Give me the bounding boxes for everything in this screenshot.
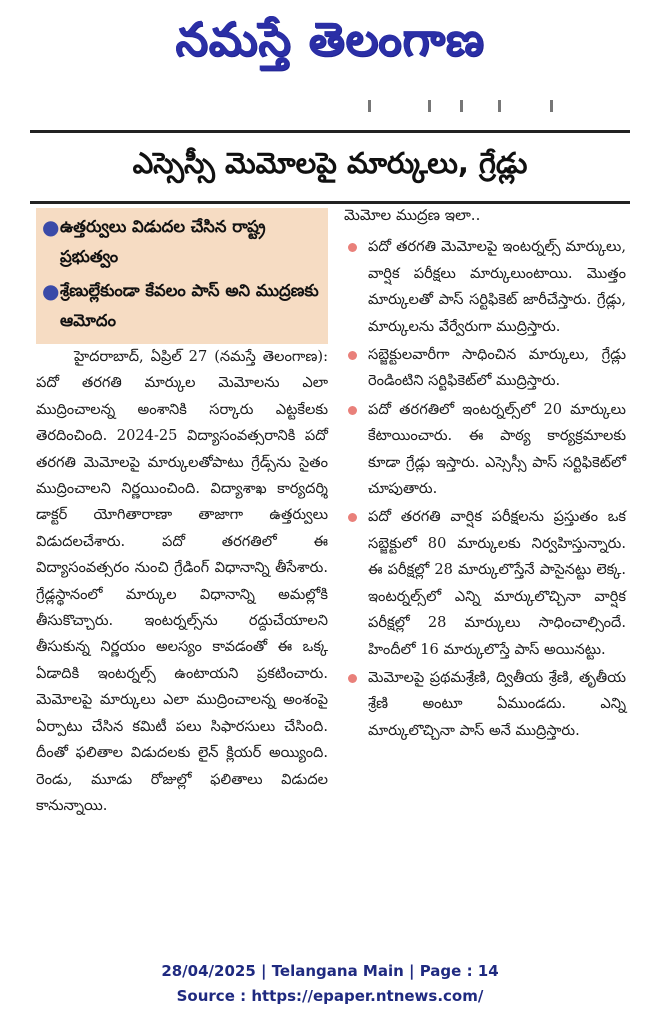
sidebar-point (344, 397, 626, 503)
sidebar-box (344, 202, 626, 746)
article-headline: ఎస్సెస్సీ మెమోలపై మార్కులు, గ్రేడ్లు (132, 146, 528, 180)
text-fragment-mark (428, 100, 431, 112)
subheadline-text: శ్రేణుల్లేకుండా కేవలం పాస్ అని ముద్రణకు ఆమోదం (60, 281, 319, 330)
bullet-icon (348, 243, 357, 252)
article-headline-bar (30, 130, 630, 204)
sidebar-point (344, 665, 626, 744)
footer-source: Source : https://epaper.ntnews.com/ (176, 987, 484, 1005)
article-clipping (30, 92, 630, 950)
masthead (0, 0, 660, 90)
bullet-icon (348, 674, 357, 683)
subheadline-box (36, 208, 328, 344)
text-fragment-mark (368, 100, 371, 112)
bullet-icon (348, 406, 357, 415)
sidebar-point (344, 504, 626, 662)
sidebar-point-text: పదో తరగతి మెమోలపై ఇంటర్నల్స్ మార్కులు, వార్షిక పరీక్షలు మార్కులుంటాయి. మొత్తం మార్కులతో పాస్ సర్టిఫికెట్ జారీచేస్తారు. గ్రేడ్లు, మార్కులను వేర్వేరుగా ముద్రిస్తారు. (368, 238, 626, 335)
text-fragment-mark (550, 100, 553, 112)
bullet-icon (348, 351, 357, 360)
bullet-icon: ● (42, 279, 60, 303)
sidebar-title: మెమోల ముద్రణ ఇలా.. (344, 206, 481, 224)
sidebar-point-text: పదో తరగతి వార్షిక పరీక్షలను ప్రస్తుతం ఒక సబ్జెక్టులో 80 మార్కులకు నిర్వహిస్తున్నారు. ఈ పరీక్షల్లో 28 మార్కులొస్తేనే పాసైనట్టు లెక్క. ఇంటర్నల్స్‌లో ఎన్ని మార్కులొచ్చినా వార్షిక పరీక్షల్లో 28 మార్కులు సాధించాల్సిందే. హిందీలో 16 మార్కులొస్తే పాస్ అయినట్టు. (368, 508, 626, 658)
sidebar-point-text: పదో తరగతిలో ఇంటర్నల్స్‌లో 20 మార్కులు కేటాయించారు. ఈ పాఠ్య కార్యక్రమాలకు కూడా గ్రేడ్లు ఇస్తారు. ఎస్సెస్సీ పాస్ సర్టిఫికెట్‌లో చూపుతారు. (368, 400, 626, 498)
subheadline-text: ఉత్తర్వులు విడుదల చేసిన రాష్ట్ర ప్రభుత్వం (60, 217, 266, 266)
text-fragment-mark (498, 100, 501, 112)
text-fragment-mark (460, 100, 463, 112)
torn-top-edge (30, 92, 630, 120)
sidebar-point (344, 342, 626, 395)
bullet-icon (348, 513, 357, 522)
subheadline-item (42, 212, 322, 272)
sidebar-point-text: మెమోలపై ప్రథమశ్రేణి, ద్వితీయ శ్రేణి, తృతీయ శ్రేణి అంటూ ఏముండదు. ఎన్ని మార్కులొచ్చినా పాస్ అనే ముద్రిస్తారు. (368, 668, 626, 739)
article-body-column (36, 344, 328, 819)
footer-date-page: 28/04/2025 | Telangana Main | Page : 14 (161, 962, 499, 980)
article-body: హైదరాబాద్, ఏప్రిల్ 27 (నమస్తే తెలంగాణ): పదో తరగతి మార్కుల మెమోలను ఎలా ముద్రించాలన్న అంశానికి సర్కారు ఎట్టకేలకు తెరదించింది. 2024-25 విద్యాసంవత్సరానికి పదో తరగతి మెమోలపై మార్కులతోపాటు గ్రేడ్స్‌ను సైతం ముద్రించాలని నిర్ణయించింది. విద్యాశాఖ కార్యదర్శి డాక్టర్ యోగితారాణా తాజాగా ఉత్తర్వులు విడుదలచేశారు. పదో తరగతిలో ఈ విద్యాసంవత్సరం నుంచి గ్రేడింగ్ విధానాన్ని తీసేశారు. గ్రేడ్లస్థానంలో మార్కుల విధానాన్ని అమల్లోకి తీసుకొచ్చారు. ఇంటర్నల్స్‌ను రద్దుచేయాలని తీసుకున్న నిర్ణయం అలస్యం కావడంతో ఈ ఒక్క ఏడాదికి ఇంటర్నల్స్ ఉంటాయని ప్రకటించారు. మెమోలపై మార్కులు ఎలా ముద్రించాలన్న అంశంపై ఏర్పాటు చేసిన కమిటీ పలు సిఫారసులు చేసింది. దీంతో ఫలితాల విడుదలకు లైన్ క్లియర్ అయ్యింది. రెండు, మూడు రోజుల్లో ఫలితాలు విడుదల కానున్నాయి. (36, 348, 328, 814)
bullet-icon: ● (42, 215, 60, 239)
sidebar-point (344, 234, 626, 340)
newspaper-logo: నమస్తే తెలంగాణ (175, 12, 485, 66)
subheadline-item (42, 276, 322, 336)
sidebar-point-text: సబ్జెక్టులవారీగా సాధించిన మార్కులు, గ్రేడ్లు రెండింటిని సర్టిఫికెట్‌లో ముద్రిస్తారు. (368, 346, 626, 390)
torn-bottom-edge (30, 938, 630, 950)
